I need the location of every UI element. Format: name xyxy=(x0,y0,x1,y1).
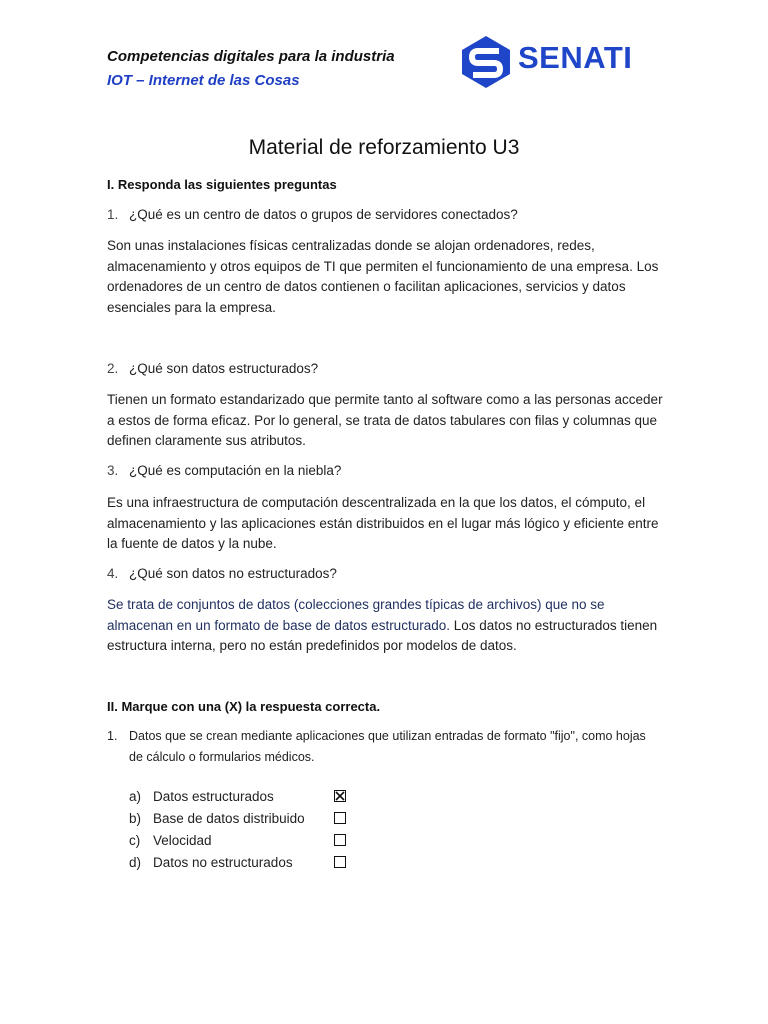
option-text: Datos estructurados xyxy=(153,789,274,804)
option-d-checkbox[interactable] xyxy=(334,856,346,868)
question-2 xyxy=(107,361,318,376)
question-number: 4. xyxy=(107,566,119,581)
answer-4-highlight: Se trata de conjuntos de datos (colecciones grandes típicas de archivos) que no se almacenan en un formato de base de datos estructurado. xyxy=(107,597,605,633)
answer-2: Tienen un formato estandarizado que permite tanto al software como a las personas acceder a estos de forma eficaz. Por lo general, se trata de datos tabulares con filas y columnas que definen claramente sus atributos. xyxy=(107,392,663,448)
option-letter: b) xyxy=(129,811,142,826)
question-3 xyxy=(107,463,341,478)
question-text: ¿Qué son datos no estructurados? xyxy=(129,566,337,581)
header-course-title: Competencias digitales para la industria xyxy=(107,48,395,65)
option-b-checkbox[interactable] xyxy=(334,812,346,824)
question-text: ¿Qué es computación en la niebla? xyxy=(129,463,342,478)
question-text: ¿Qué es un centro de datos o grupos de servidores conectados? xyxy=(129,207,518,222)
question-number: 1. xyxy=(107,729,118,743)
answer-4-rest: Los datos no estructurados tienen estructura interna, pero no están predefinidos por modelos de datos. xyxy=(107,617,658,653)
senati-logo-text: SENATI xyxy=(518,40,633,75)
question-text: ¿Qué son datos estructurados? xyxy=(129,361,319,376)
option-letter: d) xyxy=(129,855,142,870)
question-1 xyxy=(107,207,518,222)
question-number: 1. xyxy=(107,207,119,222)
section-1-heading: I. Responda las siguientes preguntas xyxy=(107,177,337,192)
option-c xyxy=(129,831,212,851)
option-d xyxy=(129,853,293,873)
option-letter: a) xyxy=(129,789,142,804)
multiple-choice-question xyxy=(107,726,667,767)
senati-s-emblem-icon xyxy=(458,34,514,90)
answer-4 xyxy=(107,595,667,657)
answer-3: Es una infraestructura de computación descentralizada en la que los datos, el cómputo, el almacenamiento y las aplicaciones están distribuidos en el lugar más lógico y eficiente entre la fuente de datos y la nube. xyxy=(107,495,659,551)
option-text: Velocidad xyxy=(153,833,212,848)
question-number: 3. xyxy=(107,463,119,478)
page-title: Material de reforzamiento U3 xyxy=(248,136,520,159)
senati-logo xyxy=(458,34,648,90)
option-a xyxy=(129,787,274,807)
question-line-2: de cálculo o formularios médicos. xyxy=(129,749,315,764)
option-text: Base de datos distribuido xyxy=(153,811,305,826)
option-letter: c) xyxy=(129,833,141,848)
question-number: 2. xyxy=(107,361,119,376)
section-2-heading: II. Marque con una (X) la respuesta correcta. xyxy=(107,699,381,714)
option-a-checkbox[interactable] xyxy=(334,790,346,802)
header-module-title: IOT – Internet de las Cosas xyxy=(107,72,300,89)
question-line-1: Datos que se crean mediante aplicaciones que utilizan entradas de formato "fijo", como hojas xyxy=(129,729,646,743)
question-4 xyxy=(107,566,337,581)
option-b xyxy=(129,809,305,829)
option-text: Datos no estructurados xyxy=(153,855,293,870)
option-c-checkbox[interactable] xyxy=(334,834,346,846)
answer-1: Son unas instalaciones físicas centralizadas donde se alojan ordenadores, redes, almacenamiento y otros equipos de TI que permiten el funcionamiento de una empresa. Los ordenadores de un centro de datos contienen o facilitan aplicaciones, servicios y datos esenciales para la empresa. xyxy=(107,238,659,315)
x-mark-icon xyxy=(335,791,345,801)
